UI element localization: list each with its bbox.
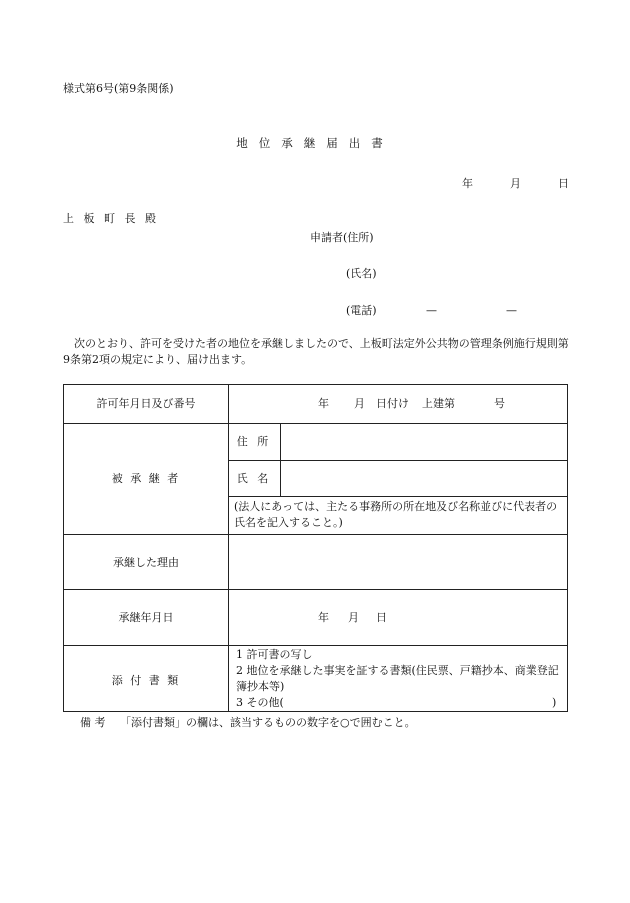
permit-year: 年 — [318, 397, 329, 410]
permit-month: 月 — [354, 397, 365, 410]
succession-year: 年 — [318, 611, 329, 624]
reason-label: 承継した理由 — [113, 556, 179, 569]
row-divider — [64, 645, 567, 646]
succession-day: 日 — [376, 611, 387, 624]
phone-dash-2: — — [506, 304, 517, 317]
attachment-item-3: 3 その他( — [236, 696, 284, 709]
succession-month: 月 — [348, 611, 359, 624]
date-year-label: 年 — [462, 177, 473, 190]
attachment-close-paren: ) — [552, 696, 557, 709]
predecessor-label: 被 承 継 者 — [111, 472, 181, 485]
name-label: 氏 名 — [236, 472, 272, 485]
attachment-item-1: 1 許可書の写し — [236, 648, 313, 661]
attachments-label: 添 付 書 類 — [111, 674, 181, 687]
phone-dash-1: — — [426, 304, 437, 317]
address-label: 住 所 — [236, 435, 272, 448]
permit-prefix: 上建第 — [422, 397, 455, 410]
corporation-note: (法人にあっては、主たる事務所の所在地及び名称並びに代表者の氏名を記入すること。) — [234, 500, 558, 529]
form-table — [63, 384, 568, 712]
permit-date-suffix: 日付け — [376, 397, 409, 410]
succession-date-label: 承継年月日 — [118, 611, 174, 624]
date-month-label: 月 — [510, 177, 521, 190]
date-day-label: 日 — [558, 177, 569, 190]
document-title: 地位承継届出書 — [236, 136, 394, 150]
applicant-address-label: 申請者(住所) — [310, 231, 374, 244]
row-divider — [64, 423, 567, 424]
column-divider — [280, 423, 281, 496]
row-divider — [64, 589, 567, 590]
body-paragraph: 次のとおり、許可を受けた者の地位を承継しましたので、上板町法定外公共物の管理条例施行規則第9条第2項の規定により、届け出ます。 — [63, 337, 569, 366]
applicant-name-label: (氏名) — [346, 267, 377, 280]
remarks-text: 「添付書類」の欄は、該当するものの数字を○で囲むこと。 — [120, 716, 416, 729]
column-divider — [228, 385, 229, 711]
permit-number-suffix: 号 — [494, 397, 505, 410]
attachment-item-2: 2 地位を承継した事実を証する書類(住民票、戸籍抄本、商業登記簿抄本等) — [236, 664, 559, 693]
row-divider — [228, 496, 567, 497]
remarks-label: 備 考 — [80, 716, 106, 729]
permit-label: 許可年月日及び番号 — [96, 397, 196, 410]
addressee: 上 板 町 長 殿 — [63, 212, 159, 225]
applicant-phone-label: (電話) — [346, 304, 377, 317]
form-number: 様式第6号(第9条関係) — [63, 82, 174, 95]
row-divider — [228, 460, 567, 461]
row-divider — [64, 534, 567, 535]
